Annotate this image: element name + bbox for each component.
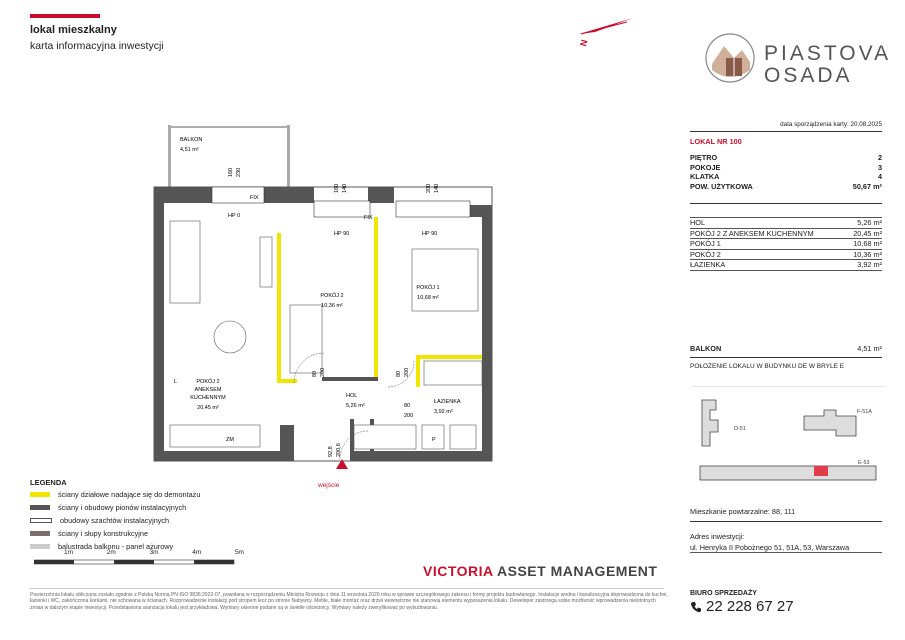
divider — [30, 588, 664, 589]
legend-swatch — [30, 531, 50, 536]
hp0-label: HP 0 — [228, 213, 241, 219]
sales-label: BIURO SPRZEDAŻY — [690, 590, 757, 597]
legal-note: Powierzchnia lokalu obliczona zostało zgodnie z Polską Normą PN-ISO 9836:2022-07, powołaną w rozporządzeniu Ministra Rozwoju z dnia 11 września 2020 roku w sprawie szczegółowego zakresu i formy projektu budowlanego. Instalacje wodna i kanalizacyjna doprowadzona do kuchni, łazienki i WC, zakończona korkami, nie schowana w ścianach. Rozprowadzenie instalacji pod stropem lecz po stronie Nabywcy. Meble, białe montaż oraz drzwi wewnętrzne nie stanowią elementu wyposażenia lokalu. Deweloper zastrzega sobie możliwość wprowadzenia nieistotnych zmian w dalszym etapie inwestycji. Przedstawiona aranżacja lokalu jest przykładowa. Wymiary okienne podane są w świetle ościeżnicy. Wymiary należy zweryfikować po wybudowaniu. — [30, 592, 668, 611]
room-kitchen-label-2: ANEKSEM — [194, 387, 222, 393]
wall — [482, 205, 492, 461]
dim-label: 200,6 — [336, 443, 342, 457]
unit-number: LOKAL NR 100 — [690, 137, 742, 146]
room2-label: POKÓJ 2 — [320, 293, 344, 299]
room-kitchen-label-1: POKÓJ 2 — [196, 379, 220, 385]
dim-label: 140 — [342, 183, 348, 193]
attr-floor: PIĘTRO 2 — [690, 153, 882, 162]
bath-label: ŁAZIENKA — [434, 399, 461, 405]
dim-label: 92,8 — [328, 446, 334, 457]
wall — [262, 187, 314, 203]
page-title: lokal mieszkalny — [30, 24, 117, 36]
dim-label: 200 — [426, 183, 432, 193]
logo-line1: PIASTOVA — [764, 42, 892, 65]
legend-swatch — [30, 518, 52, 523]
divider — [690, 357, 882, 358]
dim-label: 160 — [228, 167, 234, 177]
map-label-e: E-53 — [858, 460, 870, 466]
zm-label: ZM — [226, 437, 234, 443]
fix-label: FIX — [250, 195, 259, 201]
header-accent-bar — [30, 14, 100, 18]
piastova-logo-icon — [704, 32, 756, 84]
dim-label: 80 — [404, 403, 411, 409]
attr-rooms: POKOJE 3 — [690, 162, 882, 172]
balcony-area — [170, 127, 288, 187]
hall-label: HOL — [346, 393, 358, 399]
dim-label: 140 — [434, 183, 440, 193]
dim-label: 230 — [236, 167, 242, 177]
address: ul. Henryka II Pobożnego 51, 51A, 53, Warszawa — [690, 543, 850, 552]
legend-item: ściany i obudowy pionów instalacyjnych — [30, 501, 240, 514]
room-row: POKÓJ 1 10,68 m² — [690, 239, 882, 248]
legend — [30, 488, 240, 553]
room-row: ŁAZIENKA 3,92 m² — [690, 260, 882, 269]
l-label: L — [174, 379, 178, 385]
floor-plan — [140, 125, 510, 470]
dim-label: 80 — [312, 370, 318, 377]
balcony-row: BALKON 4,51 m² — [690, 344, 882, 353]
dim-label: 200 — [404, 413, 414, 419]
divider — [690, 521, 882, 522]
legend-swatch — [30, 492, 50, 497]
north-arrow-icon — [575, 14, 635, 48]
map-label-d: D-51 — [734, 426, 746, 432]
card-date: data sporządzenia karty: 20.08.2025 — [780, 121, 882, 128]
attr-stair: KLATKA 4 — [690, 172, 882, 181]
legend-item: obudowy szachtów instalacyjnych — [30, 514, 240, 527]
rooms-table — [690, 217, 882, 271]
legend-swatch — [30, 505, 50, 510]
legend-item: ściany działowe nadające się do demontażu — [30, 488, 240, 501]
room1-area: 10,68 m² — [417, 295, 439, 301]
page-subtitle: karta informacyjna inwestycji — [30, 40, 164, 52]
scale-labels: 1m 2m 3m 4m 5m — [64, 549, 244, 556]
location-title: POŁOŻENIE LOKALU W BUDYNKU DE W BRYLE E — [690, 363, 845, 370]
address-label: Adres inwestycji: — [690, 532, 745, 541]
hall-area: 5,26 m² — [346, 403, 365, 409]
phone-number[interactable]: 22 228 67 27 — [706, 598, 794, 615]
attr-area: POW. UŻYTKOWA 50,67 m² — [690, 181, 882, 191]
fix-label: FIX — [364, 215, 373, 221]
partition-wall — [277, 233, 281, 383]
balcony-area-label: 4,51 m² — [180, 147, 199, 153]
room1-label: POKÓJ 1 — [416, 285, 440, 291]
dim-label: 80 — [396, 370, 402, 377]
wall — [154, 187, 164, 461]
divider — [690, 203, 882, 204]
scale-bar — [34, 558, 240, 566]
map-label-f: F-51A — [857, 409, 872, 415]
legend-swatch — [30, 544, 50, 549]
bath-area: 3,92 m² — [434, 409, 453, 415]
divider — [690, 552, 882, 553]
location-map — [692, 386, 886, 496]
svg-text:N: N — [578, 38, 590, 48]
hp90-label: HP 90 — [422, 231, 438, 237]
legend-title: LEGENDA — [30, 478, 67, 487]
room-row: POKÓJ 2 Z ANEKSEM KUCHENNYM 20,45 m² — [690, 228, 882, 238]
p-label: P — [432, 437, 436, 443]
divider — [690, 131, 882, 132]
dim-label: 200 — [320, 367, 326, 377]
phone-icon — [690, 601, 702, 613]
hp90-label: HP 90 — [334, 231, 350, 237]
balcony-label: BALKON — [180, 137, 203, 143]
dim-label: 200 — [404, 367, 410, 377]
logo-line2: OSADA — [764, 64, 853, 87]
brand-logo: VICTORIA ASSET MANAGEMENT — [423, 563, 658, 579]
legend-item: balustrada balkonu - panel ażurowy — [30, 540, 240, 553]
unit-location-marker — [814, 466, 828, 476]
room-row: POKÓJ 2 10,36 m² — [690, 249, 882, 259]
legend-item: ściany i słupy konstrukcyjne — [30, 527, 240, 540]
repeat-info: Mieszkanie powtarzalne: 88, 111 — [690, 507, 796, 516]
room-kitchen-label-3: KUCHENNYM — [190, 395, 226, 401]
attributes-table — [690, 153, 882, 191]
dim-label: 160 — [334, 183, 340, 193]
room-kitchen-label-4: 20,45 m² — [197, 405, 219, 411]
room2-area: 10,36 m² — [321, 303, 343, 309]
entrance-label: wejście — [318, 482, 340, 489]
room-row: HOL 5,26 m² — [690, 218, 882, 227]
